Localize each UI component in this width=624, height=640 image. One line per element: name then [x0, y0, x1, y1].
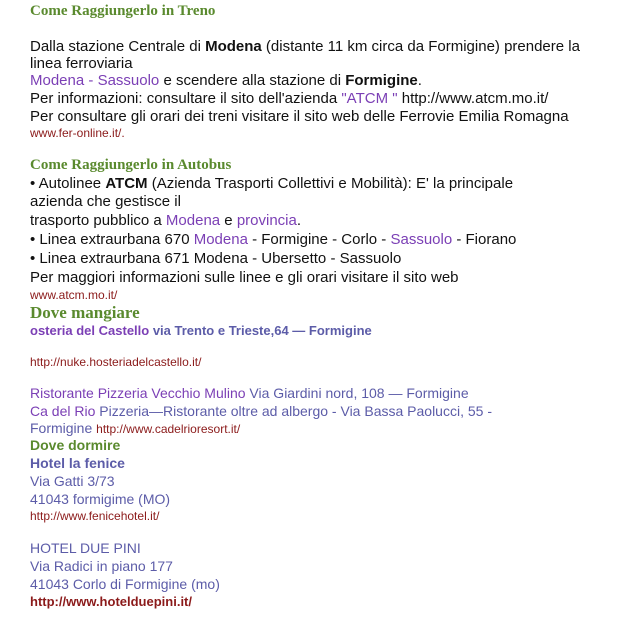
link-fenice-url[interactable]: http://www.fenicehotel.it/ [30, 509, 160, 523]
link-vecchio-mulino[interactable]: Ristorante Pizzeria Vecchio Mulino [30, 385, 246, 401]
link-fer-online[interactable]: www.fer-online.it/. [30, 126, 125, 140]
separator: - [84, 72, 98, 89]
autobus-line-4 [30, 231, 516, 249]
treno-line-3 [30, 72, 422, 90]
text: - Formigine - Corlo - [247, 231, 391, 248]
text: trasporto pubblico a [30, 212, 166, 229]
autobus-line-5: • Linea extraurbana 671 Modena - Ubersetto - Sassuolo [30, 250, 402, 267]
link-modena[interactable]: Modena [30, 72, 85, 89]
text: - Fiorano [452, 231, 517, 248]
treno-line-1 [30, 38, 580, 56]
cadelrio-description: Pizzeria—Ristorante oltre ad albergo - Via Bassa Paolucci, 55 - [95, 403, 492, 419]
link-sassuolo-670[interactable]: Sassuolo [390, 231, 453, 248]
cadelrio-town: Formigine [30, 420, 97, 436]
treno-line-4 [30, 90, 548, 108]
autobus-line-2: azienda che gestisce il [30, 193, 181, 210]
link-sassuolo[interactable]: Sassuolo [97, 72, 160, 89]
text: • Autolinee [30, 175, 106, 192]
hotel-fenice-name: Hotel la fenice [30, 455, 125, 471]
ristorante-address: Via Giardini nord, 108 — Formigine [245, 385, 469, 401]
heading-treno: Come Raggiungerlo in Treno [30, 3, 216, 19]
link-ca-del-rio[interactable]: Ca del Rio [30, 403, 96, 419]
cadelrio-line-1 [30, 403, 492, 420]
hotel-due-pini-address-2: 41043 Corlo di Formigine (mo) [30, 576, 220, 592]
heading-autobus: Come Raggiungerlo in Autobus [30, 157, 232, 173]
link-osteria[interactable]: osteria del Castello [30, 323, 150, 338]
text: • Linea extraurbana 670 [30, 231, 194, 248]
text: Dalla stazione Centrale di [30, 38, 206, 55]
autobus-line-3 [30, 212, 301, 230]
text: (distante 11 km circa da Formigine) prendere la [261, 38, 580, 55]
autobus-line-6: Per maggiori informazioni sulle linee e gli orari visitare il sito web [30, 269, 459, 286]
ristorante-line [30, 385, 469, 402]
link-modena-670[interactable]: Modena [193, 231, 248, 248]
text-bold: Modena [205, 38, 262, 55]
link-cadelrio-url[interactable]: http://www.cadelrioresort.it/ [96, 422, 241, 436]
link-osteria-url[interactable]: http://nuke.hosteriadelcastello.it/ [30, 355, 202, 369]
text-bold: Formigine [345, 72, 418, 89]
osteria-line [30, 323, 372, 338]
hotel-due-pini-name: HOTEL DUE PINI [30, 540, 141, 556]
link-modena-autobus[interactable]: Modena [165, 212, 221, 229]
text: Per informazioni: consultare il sito dell'azienda [30, 90, 342, 107]
text: http://www.atcm.mo.it/ [397, 90, 549, 107]
osteria-address: via Trento e Trieste,64 — Formigine [149, 323, 372, 338]
treno-line-2: linea ferroviaria [30, 55, 133, 72]
hotel-due-pini-address-1: Via Radici in piano 177 [30, 558, 173, 574]
treno-line-5: Per consultare gli orari dei treni visitare il sito web delle Ferrovie Emilia Romagna [30, 108, 569, 125]
text: . [296, 212, 302, 229]
heading-mangiare: Dove mangiare [30, 303, 140, 322]
autobus-line-1 [30, 175, 513, 193]
link-provincia[interactable]: provincia [236, 212, 297, 229]
text: (Azienda Trasporti Collettivi e Mobilità): E' la principale [147, 175, 514, 192]
hotel-fenice-address-1: Via Gatti 3/73 [30, 473, 115, 489]
link-atcm-site[interactable]: www.atcm.mo.it/ [30, 288, 118, 302]
hotel-fenice-address-2: 41043 formigime (MO) [30, 491, 171, 507]
text-bold: ATCM [105, 175, 148, 192]
heading-dormire: Dove dormire [30, 437, 121, 453]
cadelrio-line-2 [30, 420, 240, 438]
text: e scendere alla stazione di [159, 72, 346, 89]
text: . [417, 72, 422, 89]
link-duepini-url[interactable]: http://www.hotelduepini.it/ [30, 594, 192, 609]
text: e [220, 212, 237, 229]
link-atcm[interactable]: "ATCM " [341, 90, 398, 107]
